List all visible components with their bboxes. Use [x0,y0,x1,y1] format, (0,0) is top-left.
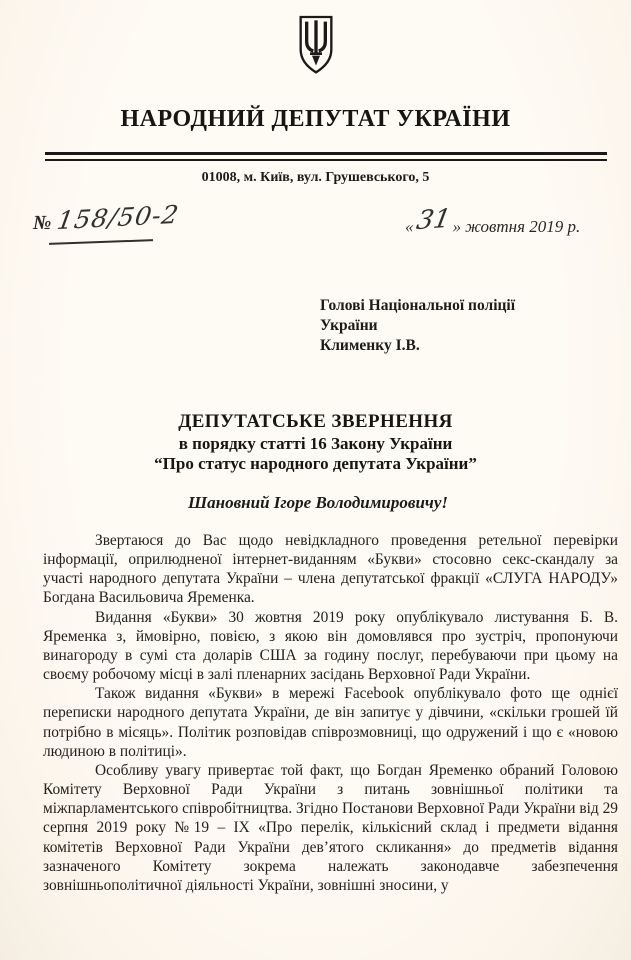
date-close-quote: » [452,217,462,236]
document-date [405,203,605,239]
body-paragraph: Також видання «Букви» в мережі Facebook опублікувало фото ще однієї переписки народного депутата України, де він запитує у дівчини, «скільки грошей їй потрібно в місяць». Політик розповідав співрозмовниці, що одружений і що є «новою людиною в політиці». [43,685,618,760]
letter-body [43,531,618,895]
date-day-handwritten: 31 [413,203,453,237]
recipient-line: України [320,317,378,334]
date-month-year: жовтня 2019 р. [465,217,581,236]
document-title-line2: в порядку статті 16 Закону України [178,434,453,453]
reference-number-underline [49,239,153,245]
trident-emblem-icon [296,15,336,79]
letterhead-title: НАРОДНИЙ ДЕПУТАТ УКРАЇНИ [120,106,511,132]
salutation: Шановний Ігоре Володимировичу! [188,493,448,512]
recipient-line: Голові Національної поліції [320,297,516,314]
reference-number-handwritten: 158/50-2 [55,199,182,236]
body-paragraph: Особливу увагу привертає той факт, що Богдан Яременко обраний Головою Комітету Верховної Ради України з питань зовнішньої політики та міжпарламентського співробітництва. Згідно Постанови Верховної Ради України від 29 серпня 2019 року №19 – ІХ «Про перелік, кількісний склад і предмети відання комітетів Верховної Ради України дев’ятого скликання» до предметів відання зазначеного Комітету зокрема належать законодавче забезпечення зовнішньополітичної діяльності України, зовнішні зносини, у [43,761,618,894]
body-paragraph: Звертаюся до Вас щодо невідкладного проведення ретельної перевірки інформації, оприлюдненої інтернет-виданням «Букви» стосовно секс-скандалу за участі народного депутата України – члена депутатської фракції «СЛУГА НАРОДУ» Богдана Васильовича Яременка. [43,532,618,607]
reference-number-label: № [33,212,52,234]
document-title-line1: ДЕПУТАТСЬКЕ ЗВЕРНЕННЯ [178,411,453,432]
recipient-line: Клименку І.В. [320,337,420,354]
document-title-line3: “Про статус народного депутата України” [154,454,477,473]
letterhead-divider [45,152,607,161]
letterhead-address: 01008, м. Київ, вул. Грушевського, 5 [201,170,430,185]
recipient-block [320,296,515,356]
date-open-quote: « [405,217,414,236]
body-paragraph: Видання «Букви» 30 жовтня 2019 року опублікувало листування Б. В. Яременка з, ймовірно, повією, з якою він домовлявся про зустріч, пропонуючи винагороду в сумі ста доларів США за годину послуг, перебуваючи при цьому на своєму робочому місці в залі пленарних засідань Верховної Ради України. [43,608,618,684]
